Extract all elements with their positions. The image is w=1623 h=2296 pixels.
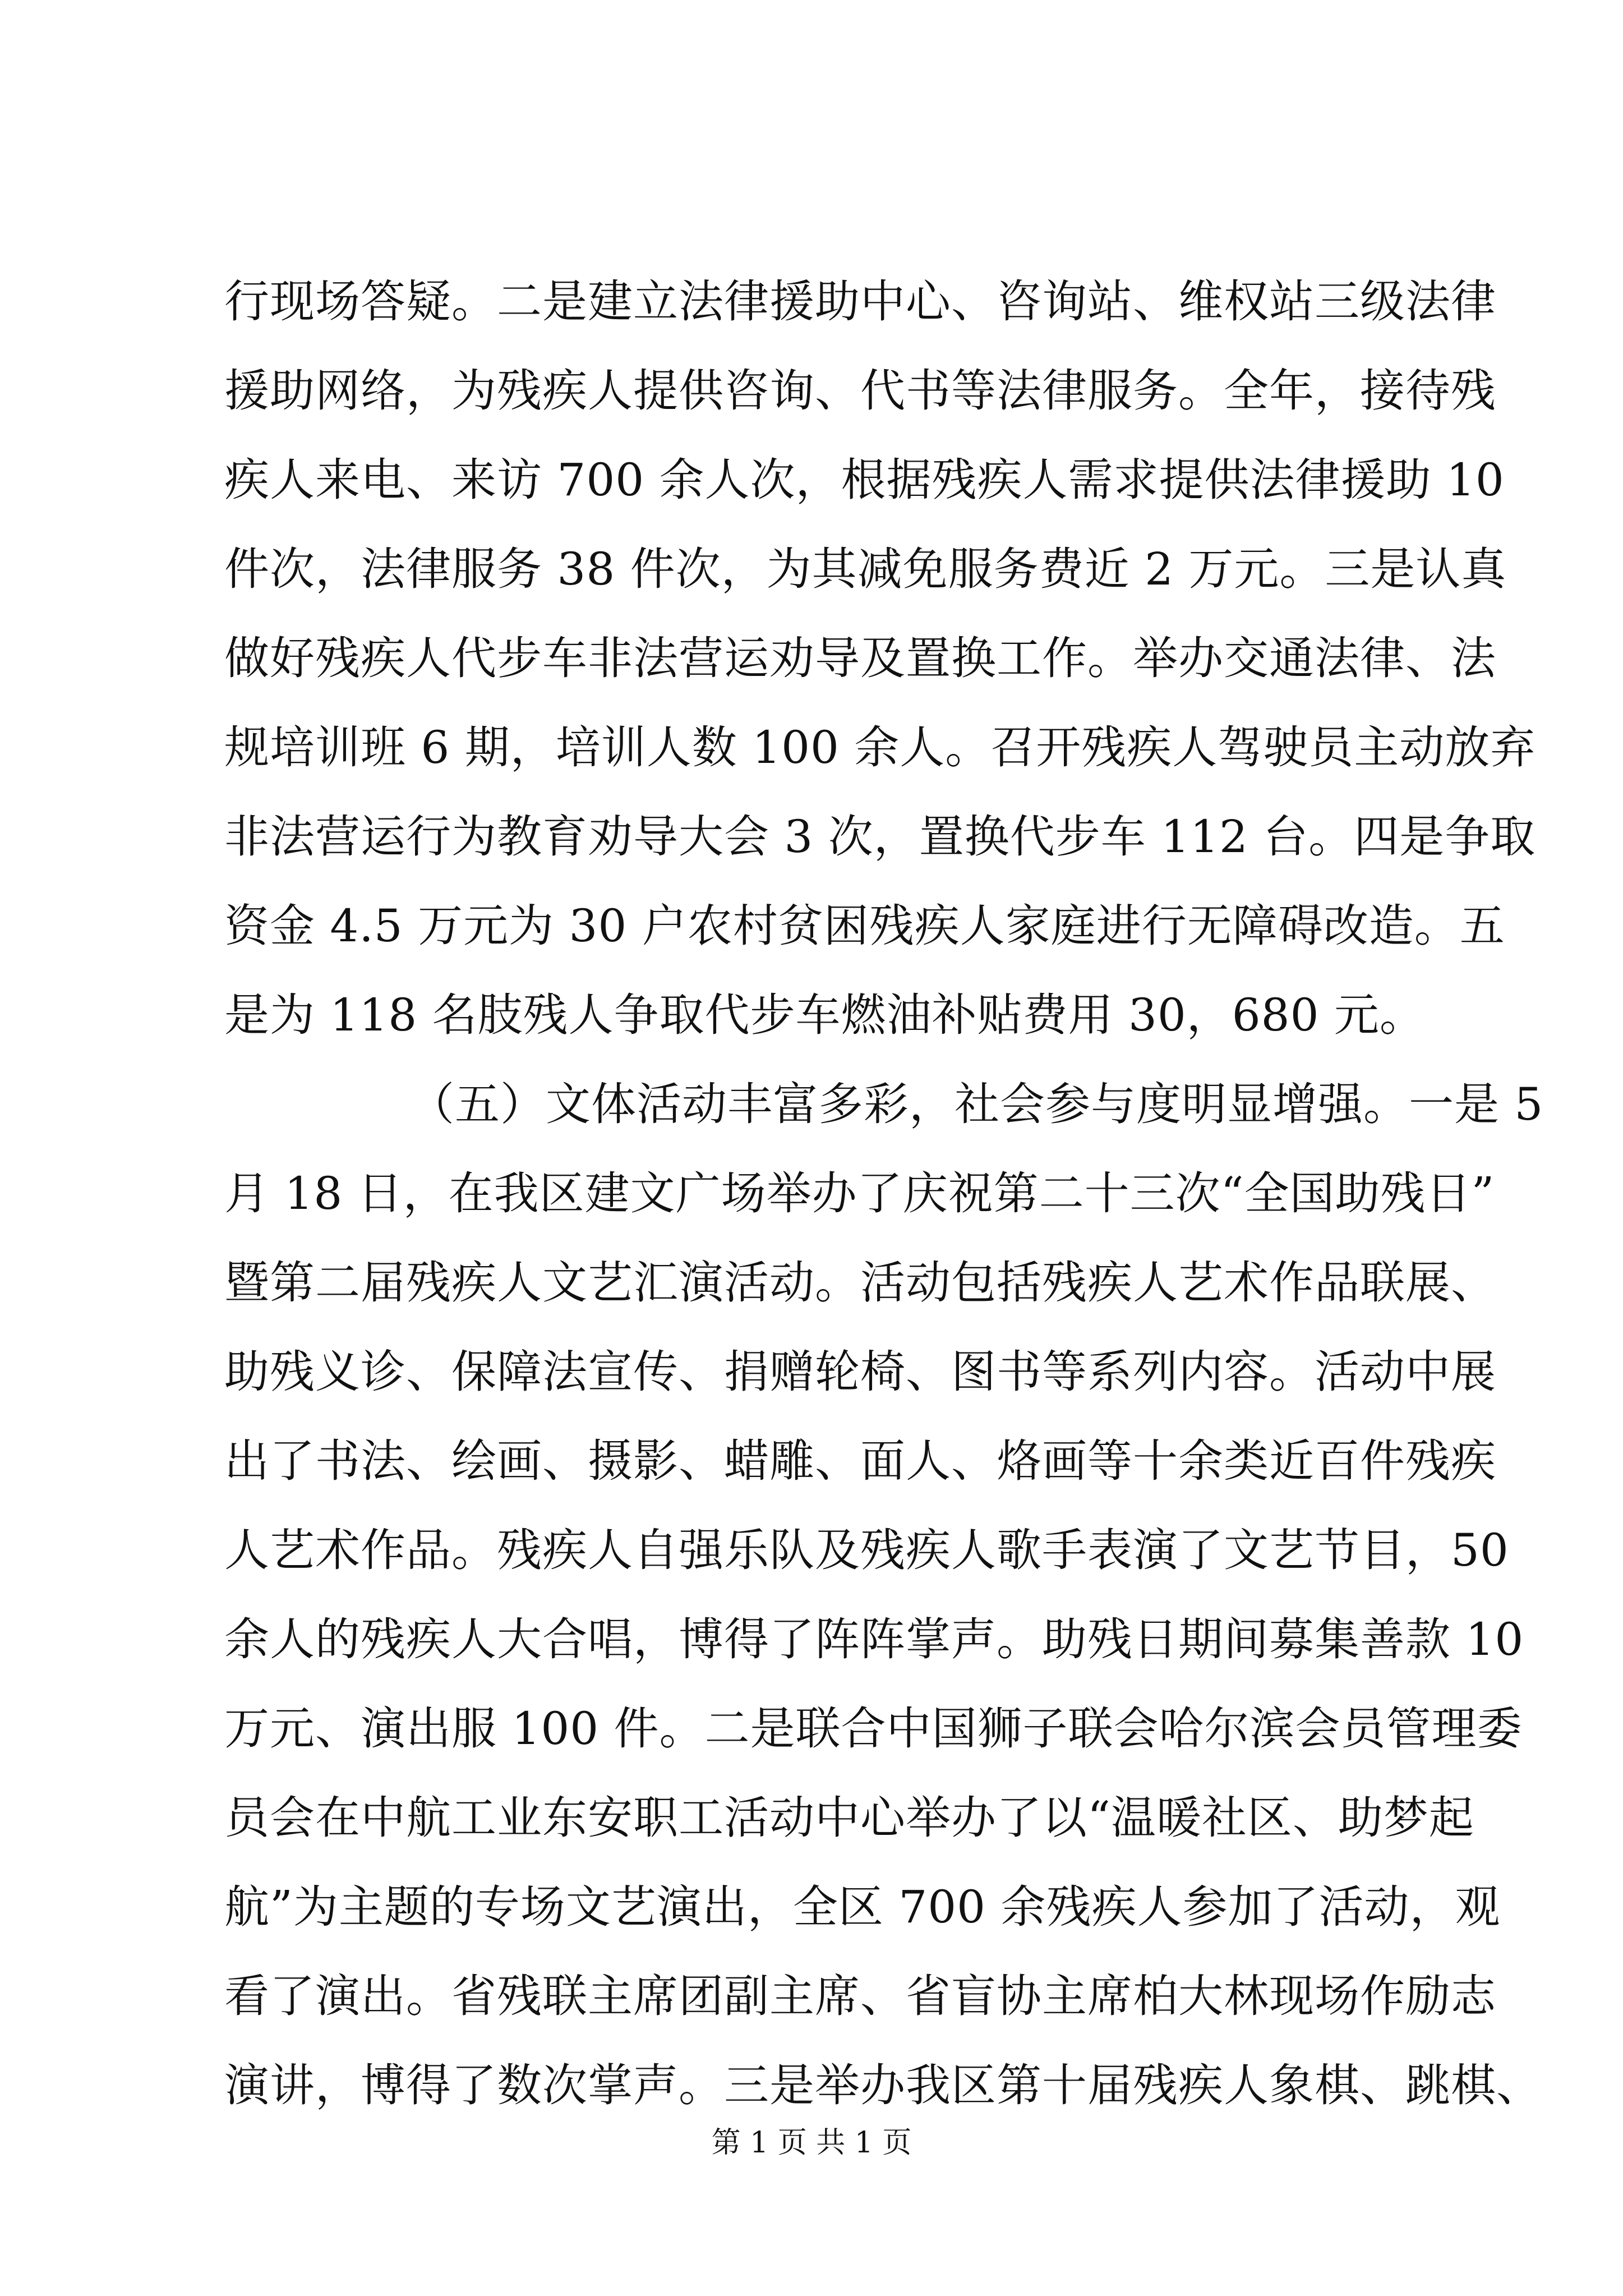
text-line: 演讲，博得了数次掌声。三是举办我区第十届残疾人象棋、跳棋、 xyxy=(224,2059,1542,2111)
text-line: 规培训班 6 期，培训人数 100 余人。召开残疾人驾驶员主动放弃 xyxy=(224,721,1536,774)
page-number-label: 第 1 页 共 1 页 xyxy=(711,2126,912,2160)
text-line: 助残义诊、保障法宣传、捐赠轮椅、图书等系列内容。活动中展 xyxy=(224,1346,1496,1398)
text-line: 做好残疾人代步车非法营运劝导及置换工作。举办交通法律、法 xyxy=(224,632,1496,684)
text-line: 航”为主题的专场文艺演出，全区 700 余残疾人参加了活动，观 xyxy=(224,1881,1501,1933)
text-line: 资金 4.5 万元为 30 户农村贫困残疾人家庭进行无障碍改造。五 xyxy=(224,900,1505,952)
text-line: 是为 118 名肢残人争取代步车燃油补贴费用 30，680 元。 xyxy=(224,989,1425,1041)
text-line: 看了演出。省残联主席团副主席、省盲协主席柏大林现场作励志 xyxy=(224,1970,1496,2022)
page-footer xyxy=(0,2123,1623,2162)
text-line: 暨第二届残疾人文艺汇演活动。活动包括残疾人艺术作品联展、 xyxy=(224,1257,1496,1309)
text-line: 件次，法律服务 38 件次，为其减免服务费近 2 万元。三是认真 xyxy=(224,543,1507,595)
text-line: 万元、演出服 100 件。二是联合中国狮子联会哈尔滨会员管理委 xyxy=(224,1703,1523,1755)
text-line: 余人的残疾人大合唱，博得了阵阵掌声。助残日期间募集善款 10 xyxy=(224,1613,1524,1665)
text-line: 行现场答疑。二是建立法律援助中心、咨询站、维权站三级法律 xyxy=(224,275,1496,328)
text-line: 援助网络，为残疾人提供咨询、代书等法律服务。全年，接待残 xyxy=(224,365,1496,417)
section-heading-line: （五）文体活动丰富多彩，社会参与度明显增强。一是 5 xyxy=(409,1078,1544,1130)
text-line: 人艺术作品。残疾人自强乐队及残疾人歌手表演了文艺节目，50 xyxy=(224,1524,1509,1576)
text-line: 非法营运行为教育劝导大会 3 次，置换代步车 112 台。四是争取 xyxy=(224,811,1536,863)
text-line: 员会在中航工业东安职工活动中心举办了以“温暖社区、助梦起 xyxy=(224,1792,1474,1844)
text-line: 疾人来电、来访 700 余人次，根据残疾人需求提供法律援助 10 xyxy=(224,454,1505,506)
document-body xyxy=(224,257,1544,2130)
text-line: 月 18 日，在我区建文广场举办了庆祝第二十三次“全国助残日” xyxy=(224,1167,1495,1220)
text-line: 出了书法、绘画、摄影、蜡雕、面人、烙画等十余类近百件残疾 xyxy=(224,1435,1496,1487)
